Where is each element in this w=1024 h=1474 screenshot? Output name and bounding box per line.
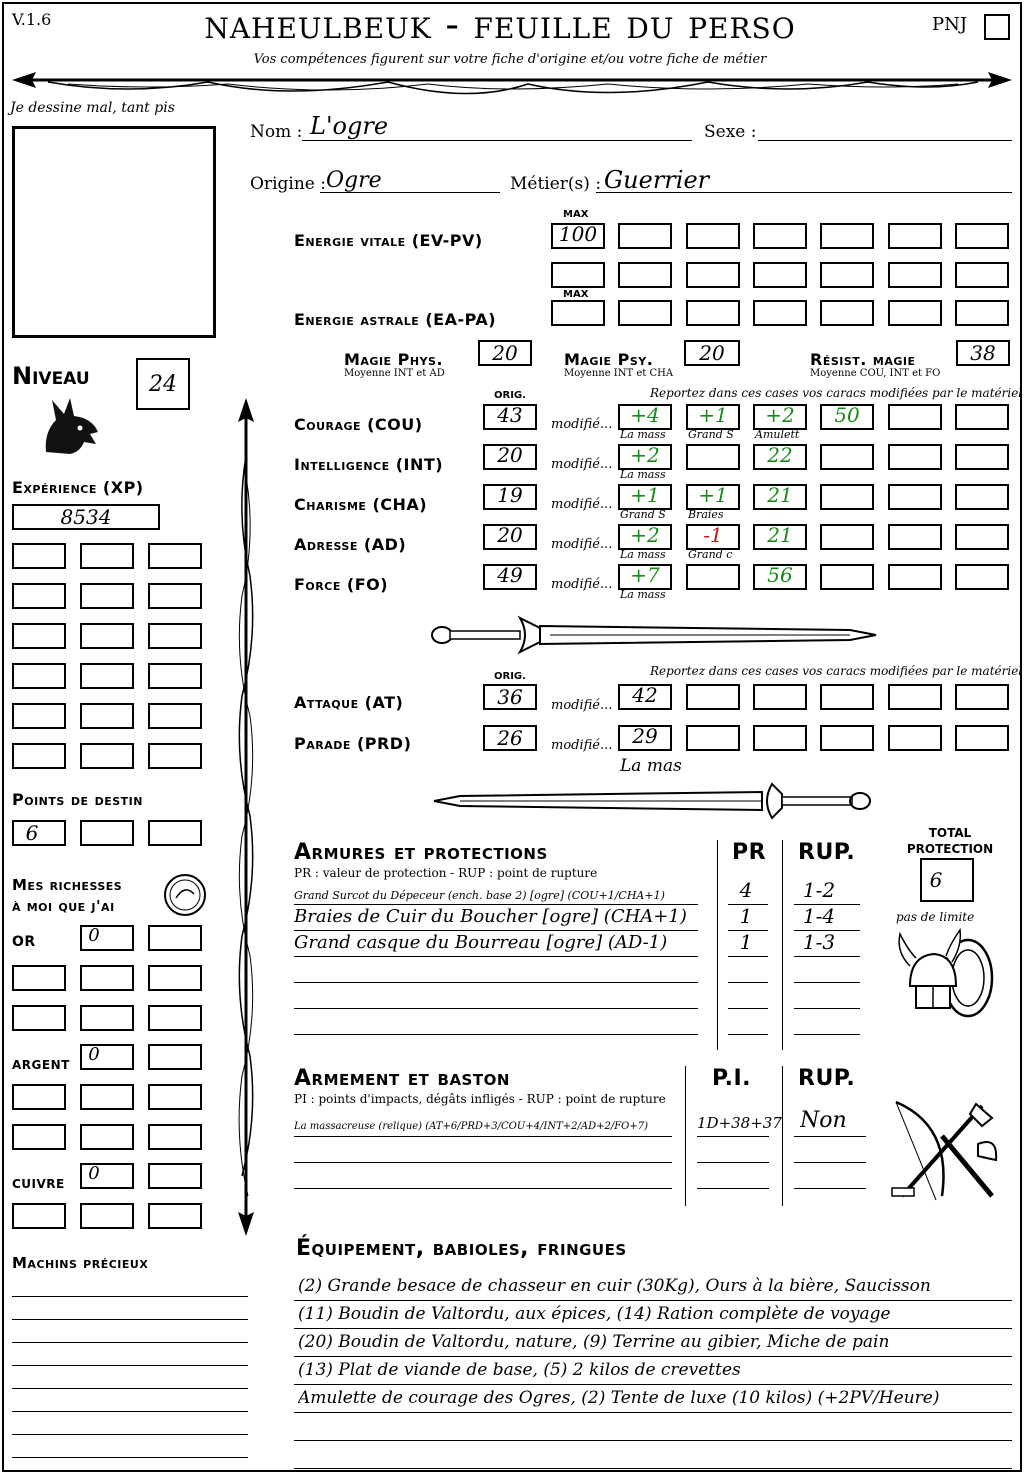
wealth-box[interactable] (148, 1203, 202, 1229)
page-title: naheulbeuk - feuille du perso (204, 2, 796, 48)
xp-extra-box[interactable] (12, 743, 66, 769)
machins-line[interactable] (12, 1411, 248, 1412)
weapon-line[interactable] (294, 1162, 672, 1163)
wealth-box[interactable] (80, 1124, 134, 1150)
total-protection-box[interactable] (920, 858, 974, 902)
stat-mod-note: Grand c (688, 548, 733, 561)
stat-mod-note: La mass (620, 468, 666, 481)
stat-mod-value: +7 (630, 563, 660, 587)
argent-box[interactable] (80, 1044, 134, 1070)
stat-mod-value: +2 (765, 403, 795, 427)
ea-box[interactable] (618, 300, 672, 326)
ea-max-label: MAX (563, 289, 589, 300)
armor-legend: PR : valeur de protection - RUP : point de rupture (294, 866, 598, 880)
equipment-line[interactable] (294, 1468, 1012, 1469)
wealth-box[interactable] (80, 1084, 134, 1110)
equipment-line[interactable] (294, 1328, 1012, 1329)
nom-line (302, 140, 692, 141)
xp-extra-box[interactable] (12, 663, 66, 689)
armor-line[interactable] (294, 1008, 698, 1009)
xp-extra-box[interactable] (148, 743, 202, 769)
wealth-box[interactable] (12, 1084, 66, 1110)
armor-item-pr: 1 (739, 930, 753, 954)
ev-box[interactable] (955, 223, 1009, 249)
weapon-rup-line[interactable] (794, 1188, 866, 1189)
armor-rup-line[interactable] (794, 1034, 860, 1035)
prd-mod-box[interactable] (686, 725, 740, 751)
xp-extra-box[interactable] (80, 583, 134, 609)
niveau-label: Niveau (12, 362, 90, 390)
prd-mod-box[interactable] (888, 725, 942, 751)
stat-mod-value: 21 (767, 483, 793, 507)
armor-line[interactable] (294, 982, 698, 983)
magie-psy-box[interactable] (684, 340, 740, 366)
equipment-line[interactable] (294, 1440, 1012, 1441)
stat-mod-note: Braies (688, 508, 724, 521)
ea-box[interactable] (686, 300, 740, 326)
weapon-pi-line[interactable] (697, 1136, 769, 1137)
or-box-2[interactable] (148, 925, 202, 951)
machins-line[interactable] (12, 1434, 248, 1435)
version-label: V.1.6 (12, 10, 52, 29)
at-mod-box[interactable] (753, 684, 807, 710)
wealth-box[interactable] (148, 965, 202, 991)
stat-mod-value: 50 (834, 403, 860, 427)
prd-note: La mas (620, 756, 682, 776)
magie-psy-value: 20 (699, 341, 725, 365)
at-mod-value: 42 (632, 683, 658, 707)
ea-box[interactable] (820, 300, 874, 326)
armor-rup-line[interactable] (794, 982, 860, 983)
armor-rup-line[interactable] (794, 956, 860, 957)
cuivre-box[interactable] (80, 1163, 134, 1189)
at-mod-box[interactable] (820, 684, 874, 710)
weapon-rup-line[interactable] (794, 1136, 866, 1137)
xp-extra-box[interactable] (12, 583, 66, 609)
xp-extra-box[interactable] (80, 663, 134, 689)
sexe-label: Sexe : (704, 122, 757, 142)
prd-modif-label: modifié... (551, 738, 613, 753)
armor-item-rup: 1-2 (802, 878, 836, 902)
metier-label: Métier(s) : (510, 174, 602, 194)
resist-magie-box[interactable] (956, 340, 1010, 366)
metier-line (596, 192, 1012, 193)
armor-rup-header: RUP. (798, 840, 856, 865)
stats-report-note: Reportez dans ces cases vos caracs modifiées par le matériel (650, 386, 1023, 400)
prd-mod-value: 29 (632, 724, 658, 748)
ev-box[interactable] (888, 223, 942, 249)
stat-orig-value: 20 (497, 443, 523, 467)
resist-magie-label: Résist. magie (810, 350, 916, 369)
stat-label: Courage (COU) (294, 415, 423, 434)
stat-label: Intelligence (INT) (294, 455, 444, 474)
stat-mod-box[interactable] (888, 524, 942, 550)
stat-mod-value: 21 (767, 523, 793, 547)
armor-divider-1 (717, 840, 718, 1050)
or-box[interactable] (80, 925, 134, 951)
equipment-item: Amulette de courage des Ogres, (2) Tente de luxe (10 kilos) (+2PV/Heure) (298, 1388, 940, 1408)
armor-line[interactable] (294, 904, 698, 905)
stat-mod-value: 22 (767, 443, 793, 467)
stat-mod-value: +2 (630, 443, 660, 467)
sword-icon (430, 612, 880, 658)
stat-mod-box[interactable] (955, 404, 1009, 430)
ev-box[interactable] (753, 262, 807, 288)
ev-box[interactable] (820, 262, 874, 288)
xp-value: 8534 (60, 505, 112, 529)
argent-label: ARGENT (12, 1058, 70, 1072)
pnj-checkbox[interactable] (984, 14, 1010, 40)
wealth-box[interactable] (80, 1005, 134, 1031)
cuivre-value: 0 (88, 1163, 100, 1184)
armor-rup-line[interactable] (794, 1008, 860, 1009)
prd-orig-box[interactable] (483, 725, 537, 751)
stat-mod-value: 56 (767, 563, 793, 587)
argent-box-2[interactable] (148, 1044, 202, 1070)
ev-box[interactable] (753, 223, 807, 249)
total-protection-value: 6 (929, 868, 943, 892)
cuivre-box-2[interactable] (148, 1163, 202, 1189)
or-label: OR (12, 934, 36, 950)
armor-title: Armures et protections (294, 840, 548, 865)
wealth-box[interactable] (148, 1084, 202, 1110)
wealth-box[interactable] (12, 965, 66, 991)
machins-line[interactable] (12, 1319, 248, 1320)
at-mod-box[interactable] (955, 684, 1009, 710)
armor-pr-line[interactable] (728, 1008, 768, 1009)
armor-divider-2 (782, 840, 783, 1050)
weapon-pi-line[interactable] (697, 1188, 769, 1189)
xp-box[interactable] (12, 504, 160, 530)
stat-modif-label: modifié... (551, 537, 613, 552)
sword-2-icon (432, 778, 872, 824)
at-label: Attaque (AT) (294, 693, 404, 712)
stat-mod-box[interactable] (888, 484, 942, 510)
wealth-box[interactable] (148, 1124, 202, 1150)
stat-label: Adresse (AD) (294, 535, 407, 554)
ev-box[interactable] (955, 262, 1009, 288)
machins-line[interactable] (12, 1365, 248, 1366)
stat-modif-label: modifié... (551, 577, 613, 592)
resist-magie-value: 38 (970, 341, 996, 365)
combat-orig-label: ORIG. (494, 671, 526, 682)
stat-mod-box[interactable] (888, 444, 942, 470)
machins-line[interactable] (12, 1296, 248, 1297)
armor-item-name: Braies de Cuir du Boucher [ogre] (CHA+1) (294, 906, 687, 927)
origine-value[interactable]: Ogre (326, 168, 382, 193)
stat-mod-note: Grand S (688, 428, 734, 441)
stat-mod-box[interactable] (820, 524, 874, 550)
stat-orig-value: 43 (497, 403, 523, 427)
equipment-item: (2) Grande besace de chasseur en cuir (30Kg), Ours à la bière, Saucisson (298, 1276, 931, 1296)
xp-label: Expérience (XP) (12, 478, 144, 497)
at-mod-box[interactable] (686, 684, 740, 710)
weapon-item-rup: Non (800, 1108, 847, 1133)
orig-label: ORIG. (494, 390, 526, 401)
equipment-title: Équipement, babioles, fringues (296, 1236, 627, 1261)
stat-modif-label: modifié... (551, 457, 613, 472)
richesses-label-1: Mes richesses (12, 876, 123, 894)
stat-mod-note: La mass (620, 428, 666, 441)
armor-item-rup: 1-4 (802, 904, 836, 928)
stat-mod-value: +1 (698, 403, 728, 427)
ea-box[interactable] (753, 300, 807, 326)
xp-extra-box[interactable] (148, 583, 202, 609)
stat-mod-value: +2 (630, 523, 660, 547)
weapons-rup-header: RUP. (798, 1066, 856, 1091)
equipment-item: (11) Boudin de Valtordu, aux épices, (14) Ration complète de voyage (298, 1304, 891, 1324)
weapons-title: Armement et baston (294, 1066, 510, 1091)
weapons-pi-header: P.I. (712, 1066, 751, 1091)
origine-label: Origine : (250, 174, 326, 194)
stat-mod-box[interactable] (955, 484, 1009, 510)
destin-box-1[interactable] (12, 820, 66, 846)
armor-pr-line[interactable] (728, 956, 768, 957)
vertical-spear-icon (228, 396, 264, 1238)
xp-extra-box[interactable] (12, 703, 66, 729)
machins-line[interactable] (12, 1457, 248, 1458)
weapon-line[interactable] (294, 1188, 672, 1189)
ev-box[interactable] (820, 223, 874, 249)
stat-mod-value: +1 (698, 483, 728, 507)
resist-magie-note: Moyenne COU, INT et FO (810, 368, 941, 379)
equipment-line[interactable] (294, 1384, 1012, 1385)
stat-orig-value: 20 (497, 523, 523, 547)
ev-box[interactable] (888, 262, 942, 288)
ev-box[interactable] (551, 262, 605, 288)
stat-mod-box[interactable] (820, 564, 874, 590)
ev-box[interactable] (618, 223, 672, 249)
xp-extra-box[interactable] (148, 703, 202, 729)
richesses-label-2: à moi que j'ai (12, 897, 115, 915)
weapon-item-pi: 1D+38+37 (697, 1114, 782, 1132)
weapons-divider-1 (685, 1066, 686, 1206)
wealth-box[interactable] (80, 965, 134, 991)
destin-box-2[interactable] (80, 820, 134, 846)
at-mod-box[interactable] (888, 684, 942, 710)
equipment-line[interactable] (294, 1300, 1012, 1301)
stat-mod-box[interactable] (888, 564, 942, 590)
magie-psy-note: Moyenne INT et CHA (564, 368, 674, 379)
armor-line[interactable] (294, 956, 698, 957)
stat-mod-note: La mass (620, 548, 666, 561)
stat-label: Force (FO) (294, 575, 389, 594)
nom-label: Nom : (250, 122, 303, 142)
weapon-rup-line[interactable] (794, 1162, 866, 1163)
niveau-value: 24 (149, 372, 177, 397)
stat-mod-box[interactable] (686, 444, 740, 470)
at-modif-label: modifié... (551, 698, 613, 713)
ev-box[interactable] (618, 262, 672, 288)
wealth-box[interactable] (12, 1005, 66, 1031)
xp-extra-box[interactable] (80, 743, 134, 769)
stat-modif-label: modifié... (551, 497, 613, 512)
stat-mod-box[interactable] (820, 484, 874, 510)
ea-box[interactable] (888, 300, 942, 326)
stat-mod-note: Amulett (755, 428, 800, 441)
or-value: 0 (88, 925, 100, 946)
prd-mod-box[interactable] (820, 725, 874, 751)
stat-mod-box[interactable] (888, 404, 942, 430)
stat-mod-box[interactable] (955, 444, 1009, 470)
dragon-icon (36, 392, 106, 462)
stat-mod-value: -1 (703, 523, 723, 547)
armor-line[interactable] (294, 1034, 698, 1035)
ea-box[interactable] (551, 300, 605, 326)
ea-box[interactable] (955, 300, 1009, 326)
armor-item-rup: 1-3 (802, 930, 836, 954)
ev-max-value: 100 (558, 222, 598, 246)
at-orig-box[interactable] (483, 684, 537, 710)
armor-pr-line[interactable] (728, 982, 768, 983)
ev-label: Energie vitale (EV-PV) (294, 231, 483, 250)
metier-value[interactable]: Guerrier (604, 166, 710, 194)
armor-item-pr: 4 (739, 878, 753, 902)
armor-pr-header: PR (732, 840, 767, 865)
helmet-shield-icon (890, 926, 1000, 1026)
stat-mod-box[interactable] (686, 564, 740, 590)
ev-box[interactable] (686, 223, 740, 249)
xp-extra-box[interactable] (12, 543, 66, 569)
armor-item-name: Grand casque du Bourreau [ogre] (AD-1) (294, 932, 668, 953)
machins-label: Machins précieux (12, 1254, 149, 1272)
magie-phys-box[interactable] (478, 340, 532, 366)
at-orig-value: 36 (497, 685, 523, 709)
xp-extra-box[interactable] (80, 623, 134, 649)
xp-extra-box[interactable] (148, 663, 202, 689)
coin-icon (162, 872, 208, 918)
xp-extra-box[interactable] (80, 543, 134, 569)
cuivre-label: CUIVRE (12, 1177, 65, 1191)
niveau-box[interactable] (136, 358, 190, 410)
stat-mod-box[interactable] (955, 564, 1009, 590)
machins-line[interactable] (12, 1388, 248, 1389)
weapon-line[interactable] (294, 1136, 672, 1137)
total-protection-label-1: TOTAL (928, 826, 972, 840)
crossed-weapons-icon (882, 1096, 1002, 1216)
stat-orig-value: 49 (497, 563, 523, 587)
armor-pr-line[interactable] (728, 1034, 768, 1035)
argent-value: 0 (88, 1044, 100, 1065)
ev-box[interactable] (686, 262, 740, 288)
destin-label: Points de destin (12, 790, 143, 809)
magie-phys-value: 20 (492, 341, 518, 365)
origine-line (320, 192, 500, 193)
prd-mod-box[interactable] (753, 725, 807, 751)
nom-value[interactable]: L'ogre (310, 112, 389, 140)
equipment-line[interactable] (294, 1356, 1012, 1357)
portrait-caption: Je dessine mal, tant pis (10, 100, 175, 116)
wealth-box[interactable] (12, 1203, 66, 1229)
equipment-item: (13) Plat de viande de base, (5) 2 kilos de crevettes (298, 1360, 741, 1380)
armor-line[interactable] (294, 930, 698, 931)
pnj-label: PNJ (932, 14, 968, 35)
weapons-divider-2 (782, 1066, 783, 1206)
destin-value: 6 (25, 821, 39, 845)
stat-mod-note: Grand S (620, 508, 666, 521)
destin-box-3[interactable] (148, 820, 202, 846)
xp-extra-box[interactable] (148, 623, 202, 649)
prd-mod-box[interactable] (955, 725, 1009, 751)
total-protection-label-2: PROTECTION (906, 842, 994, 856)
wealth-box[interactable] (148, 1005, 202, 1031)
combat-report-note: Reportez dans ces cases vos caracs modifiées par le matériel (650, 664, 1023, 678)
stat-modif-label: modifié... (551, 417, 613, 432)
ea-label: Energie astrale (EA-PA) (294, 310, 497, 329)
xp-extra-box[interactable] (80, 703, 134, 729)
magie-phys-note: Moyenne INT et AD (344, 368, 445, 379)
stat-mod-box[interactable] (955, 524, 1009, 550)
stat-orig-value: 19 (497, 483, 523, 507)
wealth-box[interactable] (80, 1203, 134, 1229)
prd-label: Parade (PRD) (294, 734, 412, 753)
sexe-line[interactable] (758, 140, 1012, 141)
stat-label: Charisme (CHA) (294, 495, 428, 514)
stat-mod-box[interactable] (820, 444, 874, 470)
magie-psy-label: Magie Psy. (564, 350, 654, 369)
weapon-item-name: La massacreuse (relique) (AT+6/PRD+3/COU+4/INT+2/AD+2/FO+7) (294, 1121, 648, 1132)
stat-mod-value: +1 (630, 483, 660, 507)
equipment-item: (20) Boudin de Valtordu, nature, (9) Terrine au gibier, Miche de pain (298, 1332, 890, 1352)
no-limit-note: pas de limite (896, 910, 975, 924)
xp-extra-box[interactable] (148, 543, 202, 569)
equipment-line[interactable] (294, 1412, 1012, 1413)
armor-item-name: Grand Surcot du Dépeceur (ench. base 2) [ogre] (COU+1/CHA+1) (294, 889, 665, 902)
page-subtitle: Vos compétences figurent sur votre fiche d'origine et/ou votre fiche de métier (253, 52, 767, 67)
xp-extra-box[interactable] (12, 623, 66, 649)
weapon-pi-line[interactable] (697, 1162, 769, 1163)
ev-max-label: MAX (563, 209, 589, 220)
weapons-legend: PI : points d'impacts, dégâts infligés - RUP : point de rupture (294, 1092, 666, 1106)
wealth-box[interactable] (12, 1124, 66, 1150)
prd-orig-value: 26 (497, 726, 523, 750)
magie-phys-label: Magie Phys. (344, 350, 444, 369)
stat-mod-note: La mass (620, 588, 666, 601)
portrait-box[interactable] (12, 126, 216, 338)
armor-item-pr: 1 (739, 904, 753, 928)
machins-line[interactable] (12, 1342, 248, 1343)
stat-mod-value: +4 (630, 403, 660, 427)
